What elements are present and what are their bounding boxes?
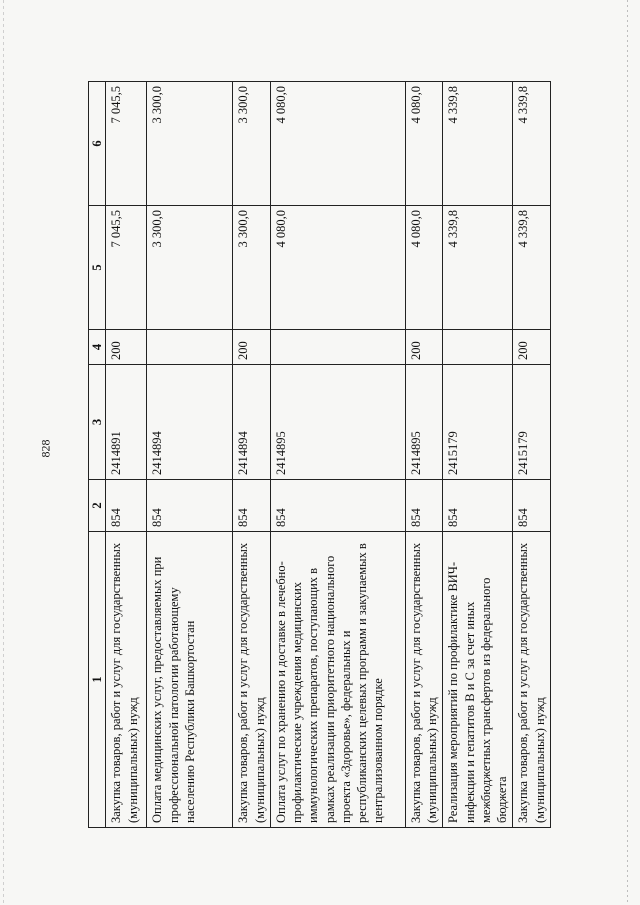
column-header: 3 [89,365,106,480]
budget-table [88,81,551,828]
column-header: 5 [89,206,106,330]
expense-type-code [147,330,233,365]
target-article-code: 2414891 [106,365,147,480]
amount-column-6: 3 300,0 [233,82,271,206]
column-header: 1 [89,532,106,828]
table-row [270,82,405,828]
ministry-code: 854 [270,480,405,532]
expense-name: Закупка товаров, работ и услуг для государственных (муниципальных) нужд [513,532,551,828]
expense-type-code: 200 [405,330,443,365]
table-row [233,82,271,828]
column-header: 4 [89,330,106,365]
ministry-code: 854 [513,480,551,532]
expense-name: Реализация мероприятий по профилактике ВИЧ-инфекции и гепатитов В и С за счет иных межбюджетных трансфертов из федерального бюджета [443,532,513,828]
target-article-code: 2414894 [233,365,271,480]
table-header-row [89,82,106,828]
expense-type-code: 200 [233,330,271,365]
amount-column-5: 4 080,0 [270,206,405,330]
amount-column-5: 3 300,0 [233,206,271,330]
table-row [106,82,147,828]
expense-name: Закупка товаров, работ и услуг для государственных (муниципальных) нужд [106,532,147,828]
amount-column-6: 4 339,8 [443,82,513,206]
expense-type-code: 200 [106,330,147,365]
target-article-code: 2414894 [147,365,233,480]
target-article-code: 2414895 [270,365,405,480]
scan-edge-left [3,0,4,905]
amount-column-5: 4 080,0 [405,206,443,330]
expense-type-code [270,330,405,365]
amount-column-5: 7 045,5 [106,206,147,330]
target-article-code: 2415179 [443,365,513,480]
column-header: 2 [89,480,106,532]
table-row [405,82,443,828]
expense-name: Закупка товаров, работ и услуг для государственных (муниципальных) нужд [405,532,443,828]
amount-column-6: 4 339,8 [513,82,551,206]
amount-column-5: 3 300,0 [147,206,233,330]
expense-type-code: 200 [513,330,551,365]
target-article-code: 2414895 [405,365,443,480]
amount-column-5: 4 339,8 [513,206,551,330]
table-row [147,82,233,828]
amount-column-6: 3 300,0 [147,82,233,206]
scan-edge-right [627,0,628,905]
amount-column-5: 4 339,8 [443,206,513,330]
ministry-code: 854 [106,480,147,532]
amount-column-6: 4 080,0 [405,82,443,206]
ministry-code: 854 [147,480,233,532]
column-header: 6 [89,82,106,206]
expense-name: Оплата услуг по хранению и доставке в лечебно-профилактические учреждения медицинских иммунологических препаратов, поступающих в рамках реализации приоритетного национального проекта «Здоровье», федеральных и республиканских целевых программ и закупаемых в централизованном порядке [270,532,405,828]
expense-name: Закупка товаров, работ и услуг для государственных (муниципальных) нужд [233,532,271,828]
target-article-code: 2415179 [513,365,551,480]
amount-column-6: 4 080,0 [270,82,405,206]
expense-type-code [443,330,513,365]
expense-name: Оплата медицинских услуг, предоставляемых при профессиональной патологии работающему населению Республики Башкортостан [147,532,233,828]
table-row [443,82,513,828]
ministry-code: 854 [405,480,443,532]
amount-column-6: 7 045,5 [106,82,147,206]
ministry-code: 854 [443,480,513,532]
ministry-code: 854 [233,480,271,532]
page-number: 828 [38,439,53,458]
table-row [513,82,551,828]
